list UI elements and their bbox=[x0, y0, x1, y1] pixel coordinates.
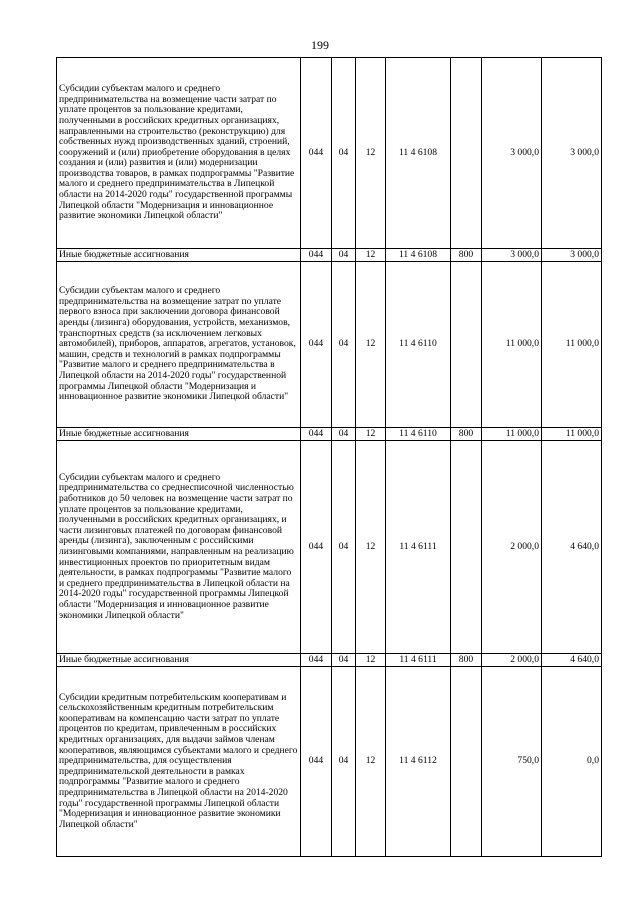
row-name: Субсидии субъектам малого и среднего предпринимательства со среднесписочной численностью работников до 50 человек на возмещение части затрат по уплате процентов за пользование кредитами, полученными в российских кредитных организациях, и части лизинговых платежей по договорам финансовой аренды (лизинга), заключенным с российскими лизинговыми компаниями, направленным на реализацию инвестиционных проектов по приоритетным видам деятельности, в рамках подпрограммы "Развитие малого и среднего предпринимательства в Липецкой области на 2014-2020 годы" государственной программы Липецкой области "Модернизация и инновационное развитие экономики Липецкой области" bbox=[57, 441, 301, 654]
target-code: 11 4 6108 bbox=[386, 249, 451, 262]
target-code: 11 4 6110 bbox=[386, 262, 451, 428]
section-code: 04 bbox=[332, 654, 356, 667]
table-row bbox=[57, 58, 602, 249]
table-row bbox=[57, 441, 602, 654]
expense-type-code: 800 bbox=[451, 249, 482, 262]
target-code: 11 4 6112 bbox=[386, 667, 451, 857]
subsection-code: 12 bbox=[356, 667, 386, 857]
section-code: 04 bbox=[332, 58, 356, 249]
target-code: 11 4 6111 bbox=[386, 654, 451, 667]
sum-1: 3 000,0 bbox=[482, 249, 542, 262]
subsection-code: 12 bbox=[356, 428, 386, 441]
ministry-code: 044 bbox=[301, 667, 332, 857]
ministry-code: 044 bbox=[301, 441, 332, 654]
expense-type-code bbox=[451, 262, 482, 428]
sum-2: 3 000,0 bbox=[542, 249, 602, 262]
sum-1: 750,0 bbox=[482, 667, 542, 857]
row-name: Иные бюджетные ассигнования bbox=[57, 428, 301, 441]
expense-type-code: 800 bbox=[451, 654, 482, 667]
budget-table bbox=[56, 57, 602, 857]
subsection-code: 12 bbox=[356, 262, 386, 428]
target-code: 11 4 6111 bbox=[386, 441, 451, 654]
sum-1: 2 000,0 bbox=[482, 441, 542, 654]
ministry-code: 044 bbox=[301, 58, 332, 249]
row-name: Субсидии кредитным потребительским кооперативам и сельскохозяйственным кредитным потребительским кооперативам на компенсацию части затрат по уплате процентов по кредитам, привлеченным в российских кредитных организациях, для выдачи займов членам кооперативов, являющимся субъектами малого и среднего предпринимательства, для осуществления предпринимательской деятельности в рамках подпрограммы "Развитие малого и среднего предпринимательства в Липецкой области на 2014-2020 годы" государственной программы Липецкой области "Модернизация и инновационное развитие экономики Липецкой области" bbox=[57, 667, 301, 857]
sum-2: 4 640,0 bbox=[542, 441, 602, 654]
row-name: Субсидии субъектам малого и среднего предпринимательства на возмещение затрат по уплате первого взноса при заключении договора финансовой аренды (лизинга) оборудования, устройств, механизмов, транспортных средств (за исключением легковых автомобилей), приборов, аппаратов, агрегатов, установок, машин, средств и технологий в рамках подпрограммы "Развитие малого и среднего предпринимательства в Липецкой области на 2014-2020 годы" государственной программы Липецкой области "Модернизация и инновационное развитие экономики Липецкой области" bbox=[57, 262, 301, 428]
expense-type-code bbox=[451, 667, 482, 857]
ministry-code: 044 bbox=[301, 249, 332, 262]
sum-2: 11 000,0 bbox=[542, 262, 602, 428]
target-code: 11 4 6108 bbox=[386, 58, 451, 249]
section-code: 04 bbox=[332, 667, 356, 857]
sum-1: 11 000,0 bbox=[482, 262, 542, 428]
expense-type-code bbox=[451, 441, 482, 654]
row-name: Субсидии субъектам малого и среднего предпринимательства на возмещение части затрат по уплате процентов за пользование кредитами, полученными в российских кредитных организациях, направленными на строительство (реконструкцию) для собственных нужд производственных зданий, строений, сооружений и (или) приобретение оборудования в целях создания и (или) развития и (или) модернизации производства товаров, в рамках подпрограммы "Развитие малого и среднего предпринимательства в Липецкой области на 2014-2020 годы" государственной программы Липецкой области "Модернизация и инновационное развитие экономики Липецкой области" bbox=[57, 58, 301, 249]
sum-2: 4 640,0 bbox=[542, 654, 602, 667]
section-code: 04 bbox=[332, 249, 356, 262]
target-code: 11 4 6110 bbox=[386, 428, 451, 441]
row-name: Иные бюджетные ассигнования bbox=[57, 249, 301, 262]
ministry-code: 044 bbox=[301, 428, 332, 441]
expense-type-code bbox=[451, 58, 482, 249]
table-row bbox=[57, 667, 602, 857]
section-code: 04 bbox=[332, 441, 356, 654]
page-number: 199 bbox=[311, 38, 329, 52]
sum-1: 11 000,0 bbox=[482, 428, 542, 441]
sum-1: 2 000,0 bbox=[482, 654, 542, 667]
sum-1: 3 000,0 bbox=[482, 58, 542, 249]
table-row bbox=[57, 428, 602, 441]
section-code: 04 bbox=[332, 262, 356, 428]
subsection-code: 12 bbox=[356, 654, 386, 667]
subsection-code: 12 bbox=[356, 58, 386, 249]
section-code: 04 bbox=[332, 428, 356, 441]
sum-2: 0,0 bbox=[542, 667, 602, 857]
table-row bbox=[57, 654, 602, 667]
table-row bbox=[57, 262, 602, 428]
expense-type-code: 800 bbox=[451, 428, 482, 441]
sum-2: 11 000,0 bbox=[542, 428, 602, 441]
subsection-code: 12 bbox=[356, 249, 386, 262]
row-name: Иные бюджетные ассигнования bbox=[57, 654, 301, 667]
sum-2: 3 000,0 bbox=[542, 58, 602, 249]
subsection-code: 12 bbox=[356, 441, 386, 654]
table-row bbox=[57, 249, 602, 262]
ministry-code: 044 bbox=[301, 654, 332, 667]
ministry-code: 044 bbox=[301, 262, 332, 428]
